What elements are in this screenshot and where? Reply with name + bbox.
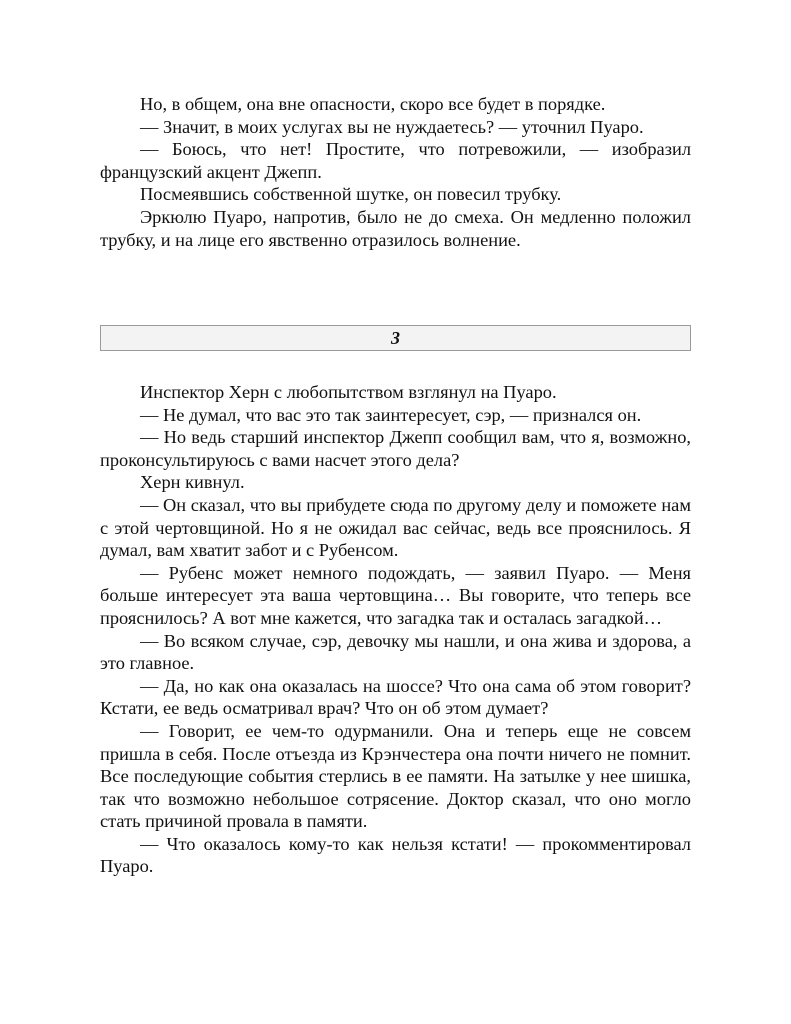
paragraph: — Он сказал, что вы прибудете сюда по другому делу и поможете нам с этой чертовщиной. Но я не ожидал вас сейчас, ведь все прояснилось. Я думал, вам хватит забот и с Рубенсом.	[100, 494, 691, 561]
paragraph: — Рубенс может немного подождать, — заявил Пуаро. — Меня больше интересует эта ваша чертовщина… Вы говорите, что теперь все прояснилось? А вот мне кажется, что загадка так и осталась загадкой…	[100, 562, 691, 628]
paragraph: Но, в общем, она вне опасности, скоро все будет в порядке.	[140, 94, 606, 114]
paragraph: — Во всяком случае, сэр, девочку мы нашли, и она жива и здорова, а это главное.	[100, 630, 691, 674]
chapter-number: 3	[391, 328, 400, 348]
text-section-2	[100, 381, 691, 878]
paragraph: — Но ведь старший инспектор Джепп сообщил вам, что я, возможно, проконсультируюсь с вами насчет этого дела?	[100, 427, 691, 470]
paragraph: — Говорит, ее чем-то одурманили. Она и теперь еще не совсем пришла в себя. После отъезда из Крэнчестера она почти ничего не помнит. Все последующие события стерлись в ее памяти. На затылке у нее шишка, так что возможно небольшое сотрясение. Доктор сказал, что оно могло стать причиной провала в памяти.	[100, 720, 691, 832]
paragraph: — Да, но как она оказалась на шоссе? Что она сама об этом говорит? Кстати, ее ведь осматривал врач? Что он об этом думает?	[100, 675, 691, 719]
paragraph: Посмеявшись собственной шутке, он повесил трубку.	[140, 184, 562, 205]
chapter-heading	[100, 325, 691, 351]
paragraph: Херн кивнул.	[140, 472, 245, 493]
paragraph: — Что оказалось кому-то как нельзя кстати! — прокомментировал Пуаро.	[100, 833, 691, 877]
paragraph: Эркюлю Пуаро, напротив, было не до смеха. Он медленно положил трубку, и на лице его явственно отразилось волнение.	[100, 206, 691, 250]
text-section-1	[100, 93, 691, 251]
paragraph: — Не думал, что вас это так заинтересует, сэр, — признался он.	[140, 404, 642, 425]
paragraph: Инспектор Херн с любопытством взглянул на Пуаро.	[140, 382, 557, 402]
paragraph: — Боюсь, что нет! Простите, что потревожили, — изобразил французский акцент Джепп.	[100, 139, 691, 182]
paragraph: — Значит, в моих услугах вы не нуждаетесь? — уточнил Пуаро.	[140, 116, 644, 137]
